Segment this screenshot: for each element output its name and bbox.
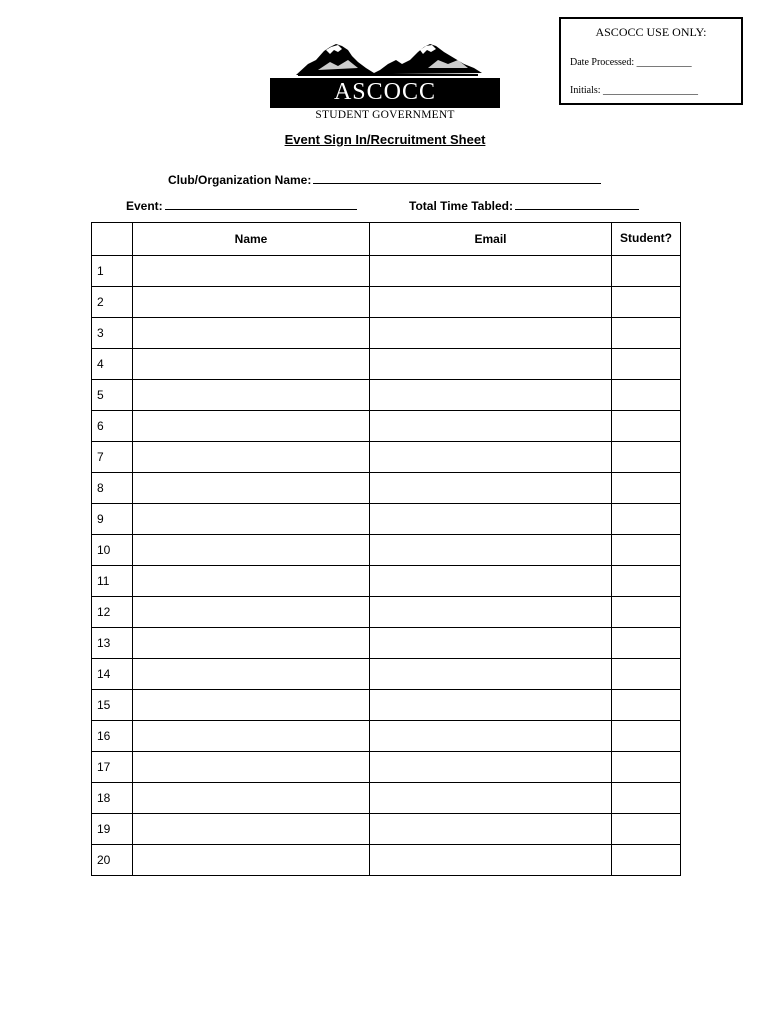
row-number: 8 — [92, 473, 133, 504]
email-cell[interactable] — [370, 566, 612, 597]
name-cell[interactable] — [133, 783, 370, 814]
table-row — [92, 380, 681, 411]
office-use-box — [559, 17, 743, 105]
email-cell[interactable] — [370, 380, 612, 411]
table-row — [92, 845, 681, 876]
table-row — [92, 349, 681, 380]
row-number: 14 — [92, 659, 133, 690]
student-cell[interactable] — [612, 752, 681, 783]
table-row — [92, 721, 681, 752]
logo-subtitle: STUDENT GOVERNMENT — [315, 109, 455, 121]
row-number: 18 — [92, 783, 133, 814]
row-number: 9 — [92, 504, 133, 535]
row-number: 3 — [92, 318, 133, 349]
student-cell[interactable] — [612, 628, 681, 659]
mountains-icon — [268, 40, 502, 80]
row-number: 7 — [92, 442, 133, 473]
table-row — [92, 597, 681, 628]
student-cell[interactable] — [612, 380, 681, 411]
table-row — [92, 287, 681, 318]
row-number: 19 — [92, 814, 133, 845]
name-cell[interactable] — [133, 349, 370, 380]
club-name-field[interactable] — [168, 173, 601, 187]
table-row — [92, 411, 681, 442]
name-cell[interactable] — [133, 504, 370, 535]
row-number: 2 — [92, 287, 133, 318]
email-cell[interactable] — [370, 845, 612, 876]
student-header: Student? — [612, 223, 681, 256]
student-cell[interactable] — [612, 659, 681, 690]
email-cell[interactable] — [370, 814, 612, 845]
student-cell[interactable] — [612, 783, 681, 814]
name-cell[interactable] — [133, 535, 370, 566]
row-number: 4 — [92, 349, 133, 380]
name-cell[interactable] — [133, 814, 370, 845]
email-cell[interactable] — [370, 411, 612, 442]
time-tabled-line[interactable] — [515, 199, 639, 210]
email-cell[interactable] — [370, 349, 612, 380]
email-cell[interactable] — [370, 442, 612, 473]
table-row — [92, 690, 681, 721]
event-line[interactable] — [165, 199, 357, 210]
email-cell[interactable] — [370, 783, 612, 814]
table-row — [92, 535, 681, 566]
name-cell[interactable] — [133, 411, 370, 442]
table-row — [92, 566, 681, 597]
student-cell[interactable] — [612, 411, 681, 442]
student-cell[interactable] — [612, 597, 681, 628]
student-cell[interactable] — [612, 318, 681, 349]
row-number: 16 — [92, 721, 133, 752]
table-header-row — [92, 223, 681, 256]
student-cell[interactable] — [612, 721, 681, 752]
student-cell[interactable] — [612, 504, 681, 535]
name-cell[interactable] — [133, 690, 370, 721]
name-cell[interactable] — [133, 845, 370, 876]
email-cell[interactable] — [370, 504, 612, 535]
row-number: 17 — [92, 752, 133, 783]
student-cell[interactable] — [612, 566, 681, 597]
row-number: 10 — [92, 535, 133, 566]
name-cell[interactable] — [133, 566, 370, 597]
name-cell[interactable] — [133, 659, 370, 690]
row-number: 6 — [92, 411, 133, 442]
row-number: 15 — [92, 690, 133, 721]
email-cell[interactable] — [370, 256, 612, 287]
row-number: 20 — [92, 845, 133, 876]
row-number: 12 — [92, 597, 133, 628]
name-cell[interactable] — [133, 442, 370, 473]
student-cell[interactable] — [612, 690, 681, 721]
initials-field: Initials: ___________________ — [570, 85, 699, 96]
table-row — [92, 659, 681, 690]
student-cell[interactable] — [612, 473, 681, 504]
time-tabled-label: Total Time Tabled: — [409, 199, 514, 213]
signin-table — [91, 222, 681, 876]
student-cell[interactable] — [612, 349, 681, 380]
name-cell[interactable] — [133, 256, 370, 287]
name-cell[interactable] — [133, 318, 370, 349]
event-label: Event: — [126, 199, 163, 213]
student-cell[interactable] — [612, 287, 681, 318]
office-use-title: ASCOCC USE ONLY: — [595, 25, 707, 39]
table-row — [92, 504, 681, 535]
row-number: 13 — [92, 628, 133, 659]
row-number: 11 — [92, 566, 133, 597]
student-cell[interactable] — [612, 535, 681, 566]
document-title: Event Sign In/Recruitment Sheet — [284, 132, 486, 147]
row-number: 1 — [92, 256, 133, 287]
time-tabled-field[interactable] — [409, 199, 639, 213]
email-header: Email — [370, 223, 612, 256]
name-cell[interactable] — [133, 473, 370, 504]
table-row — [92, 752, 681, 783]
table-row — [92, 473, 681, 504]
student-cell[interactable] — [612, 814, 681, 845]
number-header — [92, 223, 133, 256]
student-cell[interactable] — [612, 845, 681, 876]
email-cell[interactable] — [370, 597, 612, 628]
logo-banner — [270, 78, 500, 108]
email-cell[interactable] — [370, 535, 612, 566]
table-row — [92, 256, 681, 287]
table-row — [92, 814, 681, 845]
name-cell[interactable] — [133, 628, 370, 659]
email-cell[interactable] — [370, 659, 612, 690]
email-cell[interactable] — [370, 752, 612, 783]
student-cell[interactable] — [612, 442, 681, 473]
name-header: Name — [133, 223, 370, 256]
table-row — [92, 442, 681, 473]
name-cell[interactable] — [133, 721, 370, 752]
row-number: 5 — [92, 380, 133, 411]
logo-name: ASCOCC — [333, 79, 437, 105]
ascocc-logo — [268, 40, 502, 122]
email-cell[interactable] — [370, 287, 612, 318]
table-row — [92, 783, 681, 814]
student-cell[interactable] — [612, 256, 681, 287]
table-row — [92, 318, 681, 349]
name-cell[interactable] — [133, 380, 370, 411]
name-cell[interactable] — [133, 287, 370, 318]
name-cell[interactable] — [133, 597, 370, 628]
email-cell[interactable] — [370, 628, 612, 659]
email-cell[interactable] — [370, 690, 612, 721]
name-cell[interactable] — [133, 752, 370, 783]
club-name-line[interactable] — [313, 173, 601, 184]
email-cell[interactable] — [370, 473, 612, 504]
table-row — [92, 628, 681, 659]
date-processed-field: Date Processed: ___________ — [570, 57, 692, 68]
email-cell[interactable] — [370, 721, 612, 752]
club-name-label: Club/Organization Name: — [168, 173, 312, 187]
event-field[interactable] — [126, 199, 357, 213]
email-cell[interactable] — [370, 318, 612, 349]
